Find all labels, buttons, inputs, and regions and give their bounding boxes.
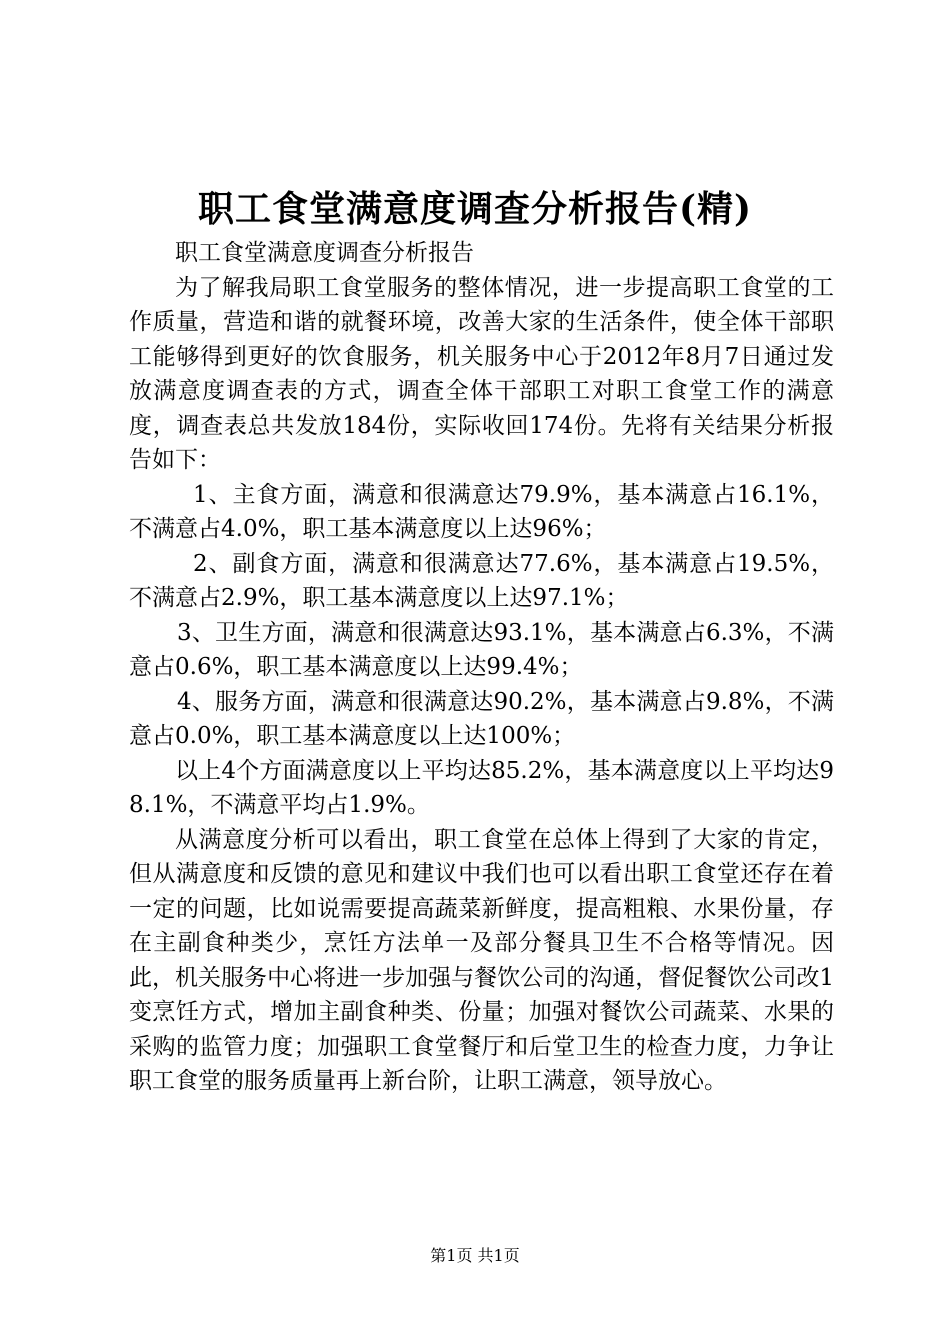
report-subtitle: 职工食堂满意度调查分析报告 bbox=[175, 240, 474, 266]
service-item: 4、服务方面，满意和很满意达90.2%，基本满意占9.8%，不满意占0.0%，职工基本满意度以上达100%； bbox=[129, 688, 834, 749]
intro-paragraph: 为了解我局职工食堂服务的整体情况，进一步提高职工食堂的工作质量，营造和谐的就餐环境，改善大家的生活条件，使全体干部职工能够得到更好的饮食服务，机关服务中心于2012年8月7日通过发放满意度调查表的方式，调查全体干部职工对职工食堂工作的满意度，调查表总共发放184份，实际收回174份。先将有关结果分析报告如下： bbox=[129, 274, 834, 473]
conclusion-paragraph: 从满意度分析可以看出，职工食堂在总体上得到了大家的肯定，但从满意度和反馈的意见和建议中我们也可以看出职工食堂还存在着一定的问题，比如说需要提高蔬菜新鲜度，提高粗粮、水果份量，存在主副食种类少，烹饪方法单一及部分餐具卫生不合格等情况。因此，机关服务中心将进一步加强与餐饮公司的沟通，督促餐饮公司改1变烹饪方式，增加主副食种类、份量；加强对餐饮公司蔬菜、水果的采购的监管力度；加强职工食堂餐厅和后堂卫生的检查力度，力争让职工食堂的服务质量再上新台阶，让职工满意，领导放心。 bbox=[129, 826, 834, 1094]
staple-food-item: 1、主食方面，满意和很满意达79.9%，基本满意占16.1%，不满意占4.0%，职工基本满意度以上达96%； bbox=[129, 481, 834, 542]
non-staple-food-item: 2、副食方面，满意和很满意达77.6%，基本满意占19.5%，不满意占2.9%，职工基本满意度以上达97.1%； bbox=[129, 550, 834, 611]
average-summary-paragraph: 以上4个方面满意度以上平均达85.2%，基本满意度以上平均达98.1%，不满意平均占1.9%。 bbox=[129, 757, 834, 818]
page-number-footer: 第1页 共1页 bbox=[430, 1246, 520, 1265]
document-title: 职工食堂满意度调查分析报告(精) bbox=[197, 188, 753, 230]
hygiene-item: 3、卫生方面，满意和很满意达93.1%，基本满意占6.3%，不满意占0.6%，职工基本满意度以上达99.4%； bbox=[129, 619, 834, 680]
document-body bbox=[129, 236, 834, 1099]
